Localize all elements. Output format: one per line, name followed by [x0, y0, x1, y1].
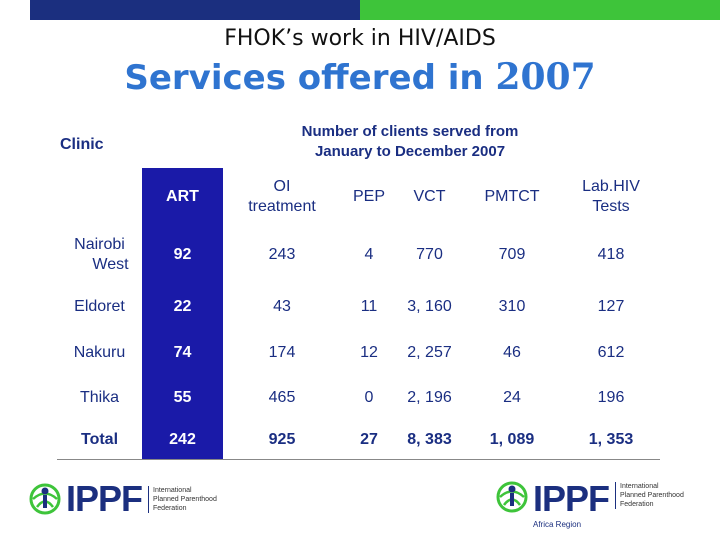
column-header-oi: OI treatment: [248, 178, 316, 215]
table-row: [57, 330, 660, 376]
ippf-wordmark: IPPF: [533, 478, 610, 519]
value-vct: 8, 383: [407, 431, 452, 448]
column-header-row: [57, 168, 660, 226]
value-lab-hiv: 418: [597, 246, 625, 263]
value-pmtct: 1, 089: [489, 431, 535, 448]
value-vct: 2, 196: [407, 389, 452, 406]
table-bottom-rule: [57, 459, 660, 460]
value-art: 22: [173, 298, 192, 315]
clients-group-header: [260, 122, 560, 162]
clinic-name: Total: [80, 431, 119, 448]
clinic-header: Clinic: [60, 136, 104, 153]
table-row: [57, 284, 660, 330]
title-text: Services offered in: [124, 58, 496, 98]
clinic-header-cell: [57, 168, 142, 226]
ippf-wordmark: IPPF: [66, 478, 143, 519]
ippf-logo-left: [28, 478, 217, 520]
value-lab-hiv: 612: [597, 344, 625, 361]
value-vct: 3, 160: [407, 298, 452, 315]
value-oi: 465: [268, 389, 296, 406]
value-pep: 12: [360, 344, 378, 361]
ippf-logo-right: [495, 478, 684, 529]
top-bar-green: [360, 0, 720, 20]
column-header-pmtct: PMTCT: [484, 188, 540, 205]
ippf-fine-print: International Planned Parenthood Federation: [148, 486, 217, 513]
value-pmtct: 24: [503, 389, 521, 406]
ippf-globe-icon: [495, 480, 529, 514]
clinic-name: Thika: [79, 389, 120, 406]
clinic-name: Eldoret: [74, 298, 125, 315]
value-pep: 11: [360, 298, 378, 315]
value-art: 242: [169, 431, 196, 448]
ippf-fine-print: International Planned Parenthood Federation: [615, 482, 684, 509]
slide-subtitle: FHOK’s work in HIV/AIDS: [224, 26, 496, 51]
clinic-name: Nairobi West: [74, 236, 129, 273]
value-oi: 43: [273, 298, 291, 315]
top-bar-blue: [30, 0, 360, 20]
value-pep: 0: [364, 389, 374, 406]
value-lab-hiv: 1, 353: [588, 431, 634, 448]
table-row: [57, 376, 660, 420]
slide-title: [0, 56, 720, 98]
column-header-vct: VCT: [413, 188, 446, 205]
value-art: 55: [173, 389, 192, 406]
ippf-wordmark-block: [533, 478, 609, 529]
value-oi: 174: [268, 344, 296, 361]
value-oi: 925: [268, 431, 296, 448]
value-pep: 27: [360, 431, 378, 448]
ippf-globe-icon: [28, 482, 62, 516]
table-row: [57, 226, 660, 284]
services-table: [57, 168, 660, 460]
value-lab-hiv: 127: [597, 298, 625, 315]
value-oi: 243: [268, 246, 296, 263]
value-art: 92: [173, 246, 192, 263]
value-lab-hiv: 196: [597, 389, 625, 406]
value-pmtct: 310: [498, 298, 526, 315]
total-row: [57, 420, 660, 460]
africa-region-label: Africa Region: [533, 520, 582, 529]
title-year: 2007: [495, 56, 596, 98]
column-header-art: ART: [166, 188, 199, 205]
value-vct: 770: [416, 246, 443, 263]
value-art: 74: [173, 344, 192, 361]
value-pep: 4: [364, 246, 374, 263]
value-pmtct: 46: [503, 344, 521, 361]
value-pmtct: 709: [498, 246, 526, 263]
value-vct: 2, 257: [407, 344, 452, 361]
column-header-pep: PEP: [352, 188, 385, 205]
column-header-lab-hiv: Lab.HIV Tests: [582, 178, 640, 215]
clients-group-header-line2: January to December 2007: [314, 143, 506, 160]
clinic-name: Nakuru: [73, 344, 126, 361]
clients-group-header-line1: Number of clients served from: [301, 123, 519, 140]
